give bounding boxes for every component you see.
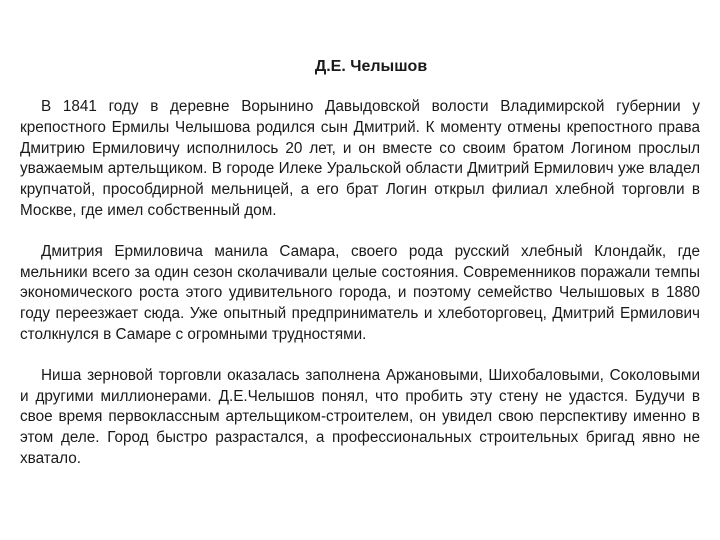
page-title: Д.Е. Челышов (314, 58, 428, 75)
document-body (20, 97, 700, 470)
paragraph-2: Дмитрия Ермиловича манила Самара, своего рода русский хлебный Клондайк, где мельники всего за один сезон сколачивали целые состояния. Современников поражали темпы экономического роста этого удивительного города, и поэтому семейство Челышовых в 1880 году переезжает сюда. Уже опытный предприниматель и хлеботорговец, Дмитрий Ермилович столкнулся в Самаре с огромными трудностями. (20, 242, 700, 343)
paragraph-3: Ниша зерновой торговли оказалась заполнена Аржановыми, Шихобаловыми, Соколовыми и другими миллионерами. Д.Е.Челышов понял, что пробить эту стену не удастся. Будучи в свое время первоклассным артельщиком-строителем, он увидел свою перспективу именно в этом деле. Город быстро разрастался, а профессиональных строительных бригад явно не хватало. (20, 366, 700, 467)
paragraph-1: В 1841 году в деревне Ворынино Давыдовской волости Владимирской губернии у крепостного Ермилы Челышова родился сын Дмитрий. К моменту отмены крепостного права Дмитрию Ермиловичу исполнилось 20 лет, и он вместе со своим братом Логином прослыл уважаемым артельщиком. В городе Илеке Уральской области Дмитрий Ермилович уже владел крупчатой, прособдирной мельницей, а его брат Логин открыл филиал хлебной торговли в Москве, где имел собственный дом. (20, 98, 700, 219)
